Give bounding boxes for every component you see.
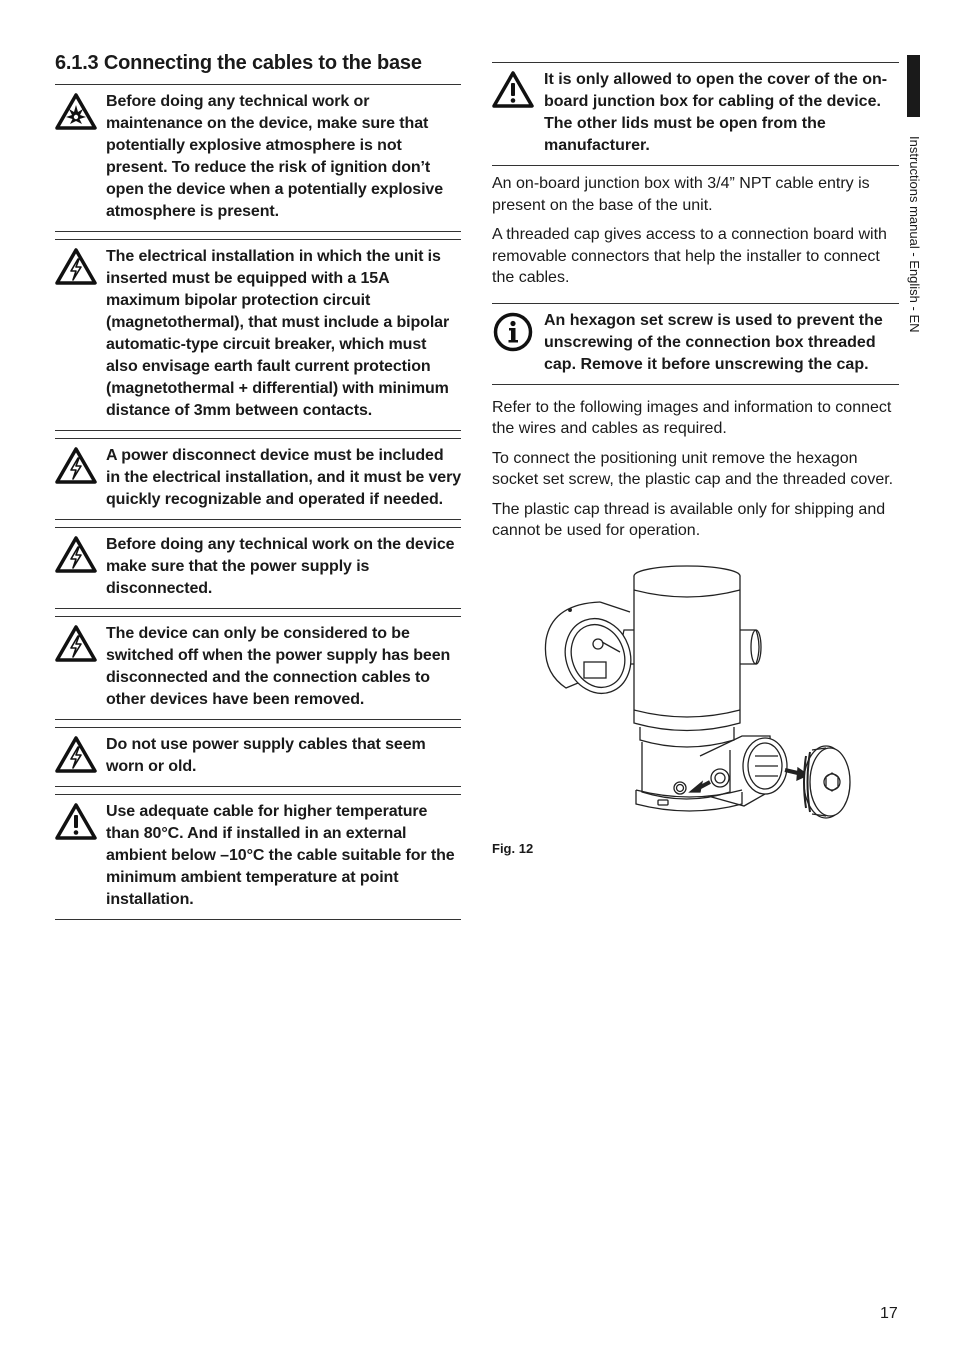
- warning-text: A power disconnect device must be included in the electrical installation, and it must be very quickly recognizable and operated if needed.: [106, 447, 462, 508]
- caution-icon: [55, 803, 97, 841]
- warning-block: [55, 527, 461, 609]
- caution-block: [492, 62, 899, 166]
- warning-text: Use adequate cable for higher temperature than 80°C. And if installed in an external ambient below –10°C the cable suitable for the minimum ambient temperature at point installation.: [106, 803, 455, 908]
- warning-text: Before doing any technical work or maintenance on the device, make sure that potentially explosive atmosphere is not present. To reduce the risk of ignition don’t open the device when a potentially explosive atmosphere is present.: [106, 93, 444, 220]
- info-text: An hexagon set screw is used to prevent the unscrewing of the connection box threaded cap. Remove it before unscrewing the cap.: [544, 311, 883, 373]
- warning-text: The device can only be considered to be switched off when the power supply has been disconnected and the connection cables to other devices have been removed.: [106, 625, 451, 708]
- sidebar-tab-marker: [907, 55, 920, 117]
- section-title: 6.1.3 Connecting the cables to the base: [55, 50, 461, 85]
- paragraph: To connect the positioning unit remove the hexagon socket set screw, the plastic cap and the threaded cover.: [492, 449, 894, 488]
- warning-block: [55, 85, 461, 232]
- page-number: 17: [880, 1305, 898, 1322]
- caution-text: It is only allowed to open the cover of the on-board junction box for cabling of the device. The other lids must be open from the manufacturer.: [544, 71, 888, 154]
- device-illustration: [530, 560, 860, 825]
- right-column: [492, 50, 899, 550]
- warning-text: Before doing any technical work on the device make sure that the power supply is disconnected.: [106, 536, 455, 597]
- warning-block: [55, 438, 461, 520]
- info-block: [492, 303, 899, 385]
- electrical-hazard-icon: [55, 447, 97, 485]
- electrical-hazard-icon: [55, 248, 97, 286]
- explosion-warning-icon: [55, 93, 97, 131]
- warning-text: Do not use power supply cables that seem worn or old.: [106, 736, 426, 775]
- paragraph: A threaded cap gives access to a connection board with removable connectors that help the installer to connect the cables.: [492, 226, 887, 286]
- figure-caption: Fig. 12: [492, 841, 534, 856]
- electrical-hazard-icon: [55, 736, 97, 774]
- left-column: [55, 50, 461, 920]
- paragraph: The plastic cap thread is available only for shipping and cannot be used for operation.: [492, 500, 886, 539]
- paragraph: An on-board junction box with 3/4” NPT cable entry is present on the base of the unit.: [492, 175, 870, 214]
- warning-block: [55, 794, 461, 920]
- info-icon: [492, 312, 534, 357]
- warning-block: [55, 727, 461, 787]
- warning-text: The electrical installation in which the unit is inserted must be equipped with a 15A maximum bipolar protection circuit (magnetothermal), that must include a bipolar automatic-type circuit breaker, which must also envisage earth fault current protection (magnetothermal + differential) with minimum distance of 3mm between contacts.: [106, 248, 450, 419]
- sidebar-label: Instructions manual - English - EN: [907, 136, 922, 333]
- electrical-hazard-icon: [55, 625, 97, 663]
- warning-block: [55, 239, 461, 431]
- warning-block: [55, 616, 461, 720]
- paragraph: Refer to the following images and information to connect the wires and cables as required.: [492, 398, 892, 437]
- electrical-hazard-icon: [55, 536, 97, 574]
- caution-icon: [492, 71, 534, 114]
